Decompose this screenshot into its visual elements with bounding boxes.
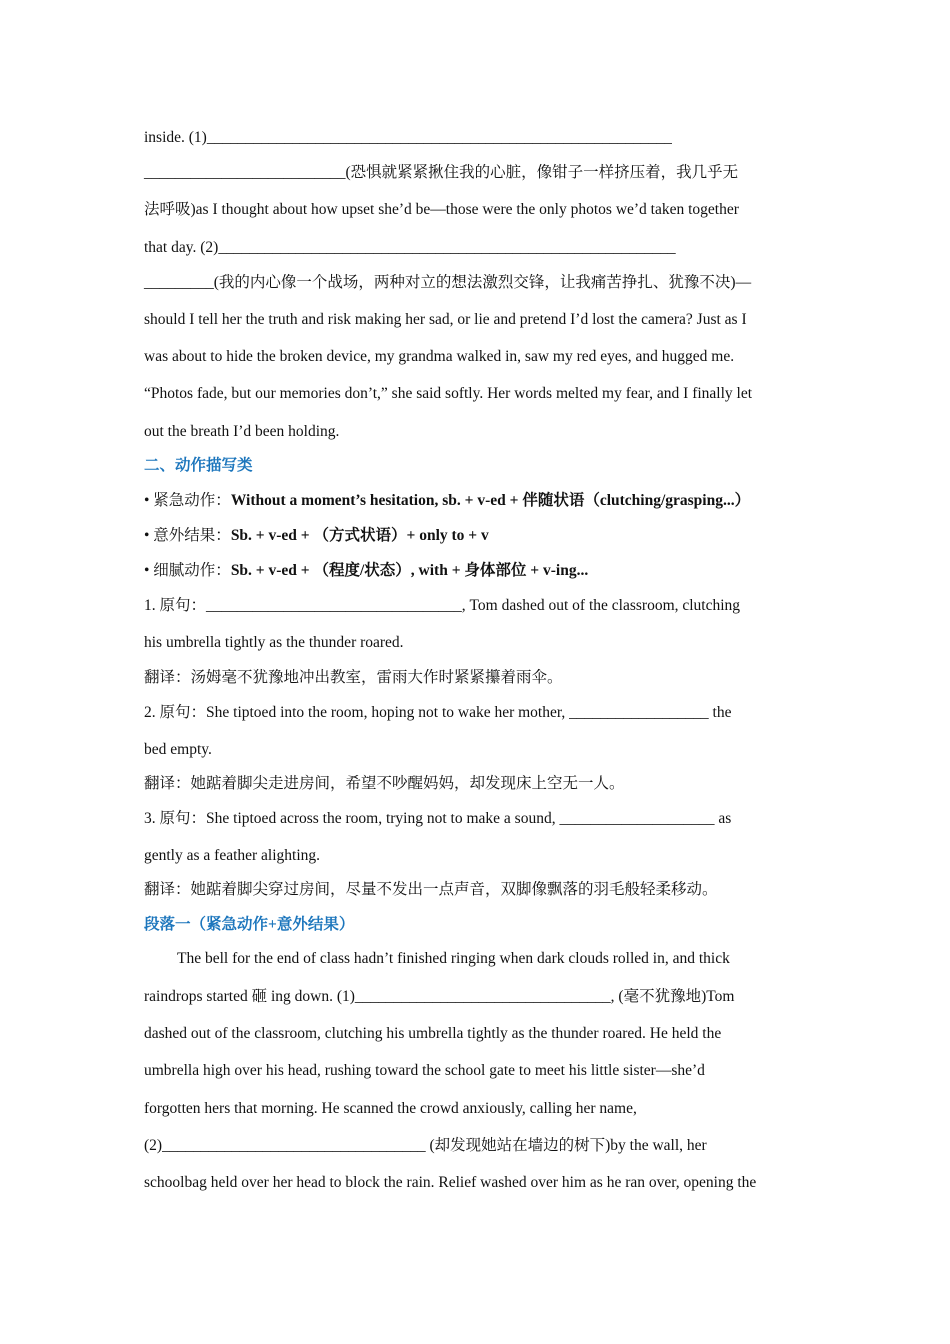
paragraph-heading: 段落一（紧急动作+意外结果） xyxy=(144,916,355,933)
example-2-translation: 翻译：她踮着脚尖走进房间，希望不吵醒妈妈，却发现床上空无一人。 xyxy=(144,775,625,792)
paragraph-line-1: The bell for the end of class hadn’t finished ringing when dark clouds rolled in, and thick xyxy=(177,950,730,967)
formula: Without a moment’s hesitation, sb. + v-ed + 伴随状语（clutching/grasping...） xyxy=(230,492,751,509)
formula: Sb. + v-ed + （方式状语）+ only to + v xyxy=(230,527,489,544)
example-1-sentence: 1. 原句：_________________________________, Tom dashed out of the classroom, clutching xyxy=(144,597,741,614)
example-3-continuation: gently as a feather alighting. xyxy=(144,847,321,864)
formula: Sb. + v-ed + （程度/状态）, with + 身体部位 + v-ing... xyxy=(230,562,589,579)
paragraph-line-4: umbrella high over his head, rushing toward the school gate to meet his little sister—she’d xyxy=(144,1062,705,1079)
passage-line-5: _________(我的内心像一个战场，两种对立的想法激烈交锋，让我痛苦挣扎、犹豫不决)— xyxy=(144,274,752,291)
passage-line-4: that day. (2)___________________________________________________________ xyxy=(144,239,676,256)
paragraph-line-6: (2)__________________________________ (却发现她站在墙边的树下)by the wall, her xyxy=(144,1137,707,1154)
passage-line-2 xyxy=(144,163,738,183)
paragraph-line-2: raindrops started 砸 ing down. (1)_________________________________, (毫不犹豫地)Tom xyxy=(144,988,735,1005)
example-2-sentence: 2. 原句：She tiptoed into the room, hoping not to wake her mother, __________________ the xyxy=(144,704,732,721)
paragraph-line-3: dashed out of the classroom, clutching his umbrella tightly as the thunder roared. He held the xyxy=(144,1025,722,1042)
chinese-hint: (我的内心像一个战场，两种对立的想法激烈交锋，让我痛苦挣扎、犹豫不决) xyxy=(213,274,736,291)
passage-line-9: out the breath I’d been holding. xyxy=(144,423,340,440)
passage-line-3: 法呼吸)as I thought about how upset she’d be—those were the only photos we’d taken together xyxy=(144,201,739,218)
example-1-continuation: his umbrella tightly as the thunder roared. xyxy=(144,634,404,651)
passage-line-6: should I tell her the truth and risk making her sad, or lie and pretend I’d lost the camera? Just as I xyxy=(144,311,747,328)
example-3-sentence: 3. 原句：She tiptoed across the room, trying not to make a sound, ____________________ as xyxy=(144,810,732,827)
example-3-translation: 翻译：她踮着脚尖穿过房间，尽量不发出一点声音，双脚像飘落的羽毛般轻柔移动。 xyxy=(144,881,718,898)
bullet-urgent-action: • 紧急动作：Without a moment’s hesitation, sb. + v-ed + 伴随状语（clutching/grasping...） xyxy=(144,492,751,509)
paragraph-line-7: schoolbag held over her head to block the rain. Relief washed over him as he ran over, opening the xyxy=(144,1174,757,1191)
passage-line-8: “Photos fade, but our memories don’t,” she said softly. Her words melted my fear, and I finally let xyxy=(144,385,753,402)
example-1-translation: 翻译：汤姆毫不犹豫地冲出教室，雷雨大作时紧紧攥着雨伞。 xyxy=(144,669,563,686)
chinese-hint: 法呼吸) xyxy=(144,201,196,218)
example-2-continuation: bed empty. xyxy=(144,741,212,758)
bullet-delicate-action: • 细腻动作：Sb. + v-ed + （程度/状态）, with + 身体部位 + v-ing... xyxy=(144,562,589,579)
passage-line-7: was about to hide the broken device, my grandma walked in, saw my red eyes, and hugged me. xyxy=(144,348,735,365)
bullet-unexpected-result: • 意外结果：Sb. + v-ed + （方式状语）+ only to + v xyxy=(144,527,489,544)
chinese-hint: (恐惧就紧紧揪住我的心脏，像钳子一样挤压着，我几乎无 xyxy=(345,164,739,181)
passage-line-1: inside. (1)____________________________________________________________ xyxy=(144,129,672,146)
answer-blank: _________ xyxy=(144,274,214,291)
answer-blank: __________________________ xyxy=(144,164,346,181)
section-heading: 二、动作描写类 xyxy=(144,457,253,474)
paragraph-line-5: forgotten hers that morning. He scanned the crowd anxiously, calling her name, xyxy=(144,1100,637,1117)
